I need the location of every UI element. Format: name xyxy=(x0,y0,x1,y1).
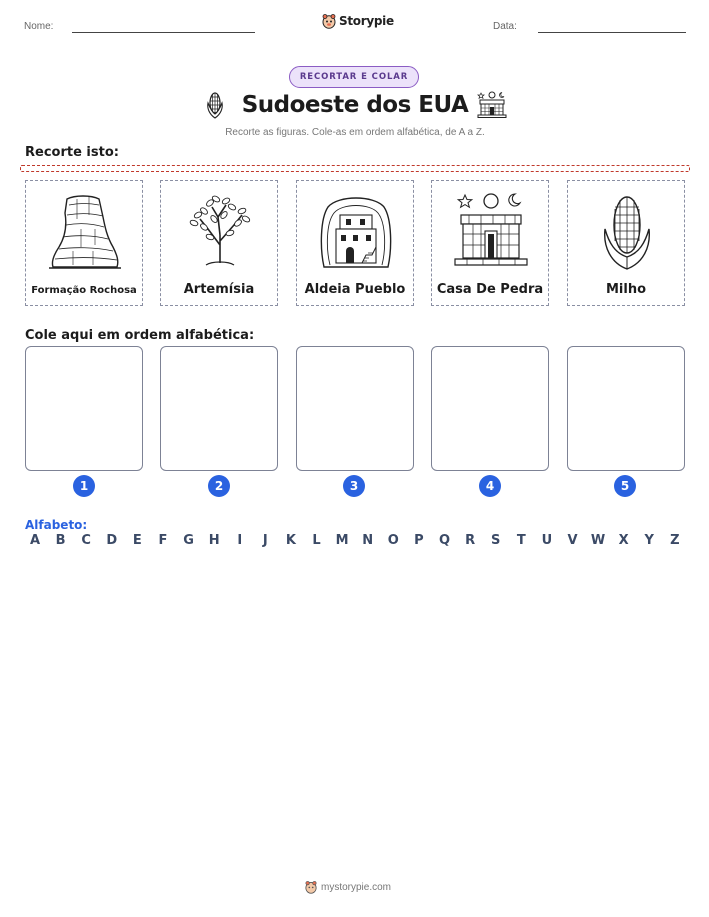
date-label: Data: xyxy=(493,21,517,32)
alphabet-letter: V xyxy=(567,533,578,548)
alphabet-letter: Q xyxy=(438,533,451,548)
card-label: Aldeia Pueblo xyxy=(304,282,406,297)
pueblo-village-icon xyxy=(316,189,396,273)
cut-line xyxy=(20,165,690,172)
name-label: Nome: xyxy=(24,21,54,32)
alphabet-letter: F xyxy=(158,533,168,548)
page-title: Sudoeste dos EUA xyxy=(241,92,469,118)
number-badge: 4 xyxy=(479,475,501,497)
mascot-icon xyxy=(305,880,317,894)
paste-box[interactable] xyxy=(567,346,685,471)
instructions: Recorte as figuras. Cole-as em ordem alfabética, de A a Z. xyxy=(225,127,485,138)
cut-card[interactable] xyxy=(160,180,278,306)
alphabet-letter: E xyxy=(132,533,142,548)
cut-card[interactable] xyxy=(296,180,414,306)
alphabet-letter: P xyxy=(414,533,424,548)
alphabet-letter: O xyxy=(387,533,399,548)
number-badge: 3 xyxy=(343,475,365,497)
sagebrush-icon xyxy=(180,189,260,273)
alphabet-letter: L xyxy=(312,533,321,548)
alphabet-row xyxy=(25,533,685,548)
date-line[interactable] xyxy=(538,32,686,33)
alphabet-letter: C xyxy=(81,533,91,548)
stone-house-icon xyxy=(451,189,531,273)
alphabet-letter: S xyxy=(491,533,501,548)
number-badge: 5 xyxy=(614,475,636,497)
card-label: Artemísia xyxy=(183,282,255,297)
alphabet-letter: A xyxy=(29,533,41,548)
alphabet-letter: I xyxy=(237,533,243,548)
brand-logo xyxy=(322,13,394,29)
brand-name: Storypie xyxy=(339,14,394,28)
alphabet-letter: G xyxy=(183,533,194,548)
corn-icon xyxy=(587,189,667,273)
alphabet-letter: N xyxy=(362,533,374,548)
alphabet-letter: M xyxy=(335,533,349,548)
alphabet-letter: J xyxy=(262,533,268,548)
rock-formation-icon xyxy=(45,189,125,273)
alphabet-letter: B xyxy=(55,533,66,548)
card-label: Casa De Pedra xyxy=(436,282,544,297)
card-label: Milho xyxy=(605,282,647,297)
paste-box[interactable] xyxy=(296,346,414,471)
number-badge: 1 xyxy=(73,475,95,497)
paste-box[interactable] xyxy=(25,346,143,471)
cut-card[interactable] xyxy=(431,180,549,306)
activity-badge: RECORTAR E COLAR xyxy=(289,66,419,88)
alphabet-letter: T xyxy=(516,533,526,548)
card-label: Formação Rochosa xyxy=(31,285,137,296)
alphabet-letter: R xyxy=(465,533,476,548)
cut-section-label: Recorte isto: xyxy=(25,145,119,160)
name-line[interactable] xyxy=(72,32,255,33)
alphabet-letter: H xyxy=(208,533,220,548)
footer-url[interactable]: mystorypie.com xyxy=(321,881,392,893)
cut-card[interactable] xyxy=(25,180,143,306)
alphabet-letter: Y xyxy=(644,533,654,548)
footer xyxy=(305,880,391,894)
stone-house-icon xyxy=(477,91,507,119)
alphabet-letter: Z xyxy=(670,533,680,548)
paste-box[interactable] xyxy=(431,346,549,471)
paste-box[interactable] xyxy=(160,346,278,471)
cut-card[interactable] xyxy=(567,180,685,306)
mascot-icon xyxy=(322,13,336,29)
number-badge: 2 xyxy=(208,475,230,497)
alphabet-letter: D xyxy=(106,533,118,548)
alphabet-letter: W xyxy=(590,533,606,548)
alphabet-letter: X xyxy=(618,533,629,548)
paste-section-label: Cole aqui em ordem alfabética: xyxy=(25,328,255,343)
alphabet-label: Alfabeto: xyxy=(25,518,88,532)
alphabet-letter: K xyxy=(285,533,296,548)
alphabet-letter: U xyxy=(541,533,553,548)
